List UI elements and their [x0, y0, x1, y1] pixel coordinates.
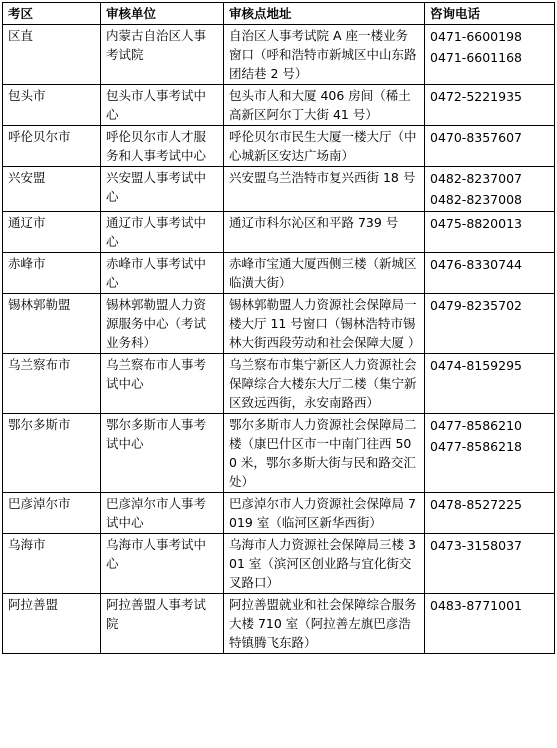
phone-number: 0482-8237007 [430, 171, 522, 186]
region-cell: 阿拉善盟 [3, 594, 101, 654]
phone-cell [425, 253, 555, 294]
address-cell: 呼伦贝尔市民生大厦一楼大厅（中心城新区安达广场南） [224, 126, 425, 167]
header-row [3, 3, 555, 25]
phone-cell [425, 212, 555, 253]
table-row [3, 414, 555, 493]
phone-number: 0471-6601168 [430, 50, 522, 65]
phone-number: 0479-8235702 [430, 298, 522, 313]
address-cell: 自治区人事考试院 A 座一楼业务窗口（呼和浩特市新城区中山东路团结巷 2 号） [224, 25, 425, 85]
phone-cell [425, 493, 555, 534]
table-row [3, 594, 555, 654]
phone-number: 0477-8586218 [430, 439, 522, 454]
table-row [3, 126, 555, 167]
table-row [3, 167, 555, 212]
unit-cell: 呼伦贝尔市人才服务和人事考试中心 [101, 126, 224, 167]
phone-number: 0476-8330744 [430, 257, 522, 272]
phone-cell [425, 294, 555, 354]
address-cell: 包头市人和大厦 406 房间（稀土高新区阿尔丁大街 41 号） [224, 85, 425, 126]
unit-cell: 锡林郭勒盟人力资源服务中心（考试业务科） [101, 294, 224, 354]
address-cell: 赤峰市宝通大厦西侧三楼（新城区临潢大街） [224, 253, 425, 294]
header-unit: 审核单位 [101, 3, 224, 25]
phone-number: 0474-8159295 [430, 358, 522, 373]
phone-number: 0471-6600198 [430, 29, 522, 44]
address-cell: 通辽市科尔沁区和平路 739 号 [224, 212, 425, 253]
address-cell: 乌海市人力资源社会保障局三楼 301 室（滨河区创业路与宜化街交叉路口） [224, 534, 425, 594]
address-cell: 鄂尔多斯市人力资源社会保障局二楼（康巴什区市一中南门往西 500 米，鄂尔多斯大街与民和路交汇处） [224, 414, 425, 493]
table-row [3, 85, 555, 126]
phone-number: 0475-8820013 [430, 216, 522, 231]
phone-cell [425, 354, 555, 414]
unit-cell: 内蒙古自治区人事考试院 [101, 25, 224, 85]
address-cell: 乌兰察布市集宁新区人力资源社会保障综合大楼东大厅二楼（集宁新区致远西街，永安南路西） [224, 354, 425, 414]
phone-cell [425, 85, 555, 126]
unit-cell: 巴彦淖尔市人事考试中心 [101, 493, 224, 534]
region-cell: 乌兰察布市 [3, 354, 101, 414]
header-address: 审核点地址 [224, 3, 425, 25]
table-row [3, 212, 555, 253]
address-cell: 锡林郭勒盟人力资源社会保障局一楼大厅 11 号窗口（锡林浩特市锡林大街西段劳动和社会保障大厦 ） [224, 294, 425, 354]
unit-cell: 阿拉善盟人事考试院 [101, 594, 224, 654]
phone-number: 0478-8527225 [430, 497, 522, 512]
phone-cell [425, 25, 555, 85]
phone-cell [425, 594, 555, 654]
table-body [3, 25, 555, 654]
phone-cell [425, 414, 555, 493]
header-phone: 咨询电话 [425, 3, 555, 25]
region-cell: 通辽市 [3, 212, 101, 253]
unit-cell: 包头市人事考试中心 [101, 85, 224, 126]
region-cell: 赤峰市 [3, 253, 101, 294]
table-row [3, 294, 555, 354]
exam-review-table [2, 2, 555, 654]
table-row [3, 534, 555, 594]
header-region: 考区 [3, 3, 101, 25]
region-cell: 乌海市 [3, 534, 101, 594]
region-cell: 包头市 [3, 85, 101, 126]
phone-number: 0470-8357607 [430, 130, 522, 145]
region-cell: 兴安盟 [3, 167, 101, 212]
unit-cell: 鄂尔多斯市人事考试中心 [101, 414, 224, 493]
unit-cell: 乌海市人事考试中心 [101, 534, 224, 594]
table-row [3, 253, 555, 294]
unit-cell: 赤峰市人事考试中心 [101, 253, 224, 294]
address-cell: 阿拉善盟就业和社会保障综合服务大楼 710 室（阿拉善左旗巴彦浩特镇腾飞东路） [224, 594, 425, 654]
phone-number: 0482-8237008 [430, 192, 522, 207]
phone-number: 0472-5221935 [430, 89, 522, 104]
unit-cell: 乌兰察布市人事考试中心 [101, 354, 224, 414]
phone-cell [425, 167, 555, 212]
phone-cell [425, 534, 555, 594]
region-cell: 鄂尔多斯市 [3, 414, 101, 493]
region-cell: 呼伦贝尔市 [3, 126, 101, 167]
address-cell: 兴安盟乌兰浩特市复兴西街 18 号 [224, 167, 425, 212]
phone-number: 0473-3158037 [430, 538, 522, 553]
unit-cell: 兴安盟人事考试中心 [101, 167, 224, 212]
address-cell: 巴彦淖尔市人力资源社会保障局 7019 室（临河区新华西街） [224, 493, 425, 534]
region-cell: 区直 [3, 25, 101, 85]
phone-cell [425, 126, 555, 167]
region-cell: 巴彦淖尔市 [3, 493, 101, 534]
unit-cell: 通辽市人事考试中心 [101, 212, 224, 253]
region-cell: 锡林郭勒盟 [3, 294, 101, 354]
phone-number: 0477-8586210 [430, 418, 522, 433]
phone-number: 0483-8771001 [430, 598, 522, 613]
table-row [3, 354, 555, 414]
table-row [3, 493, 555, 534]
table-row [3, 25, 555, 85]
